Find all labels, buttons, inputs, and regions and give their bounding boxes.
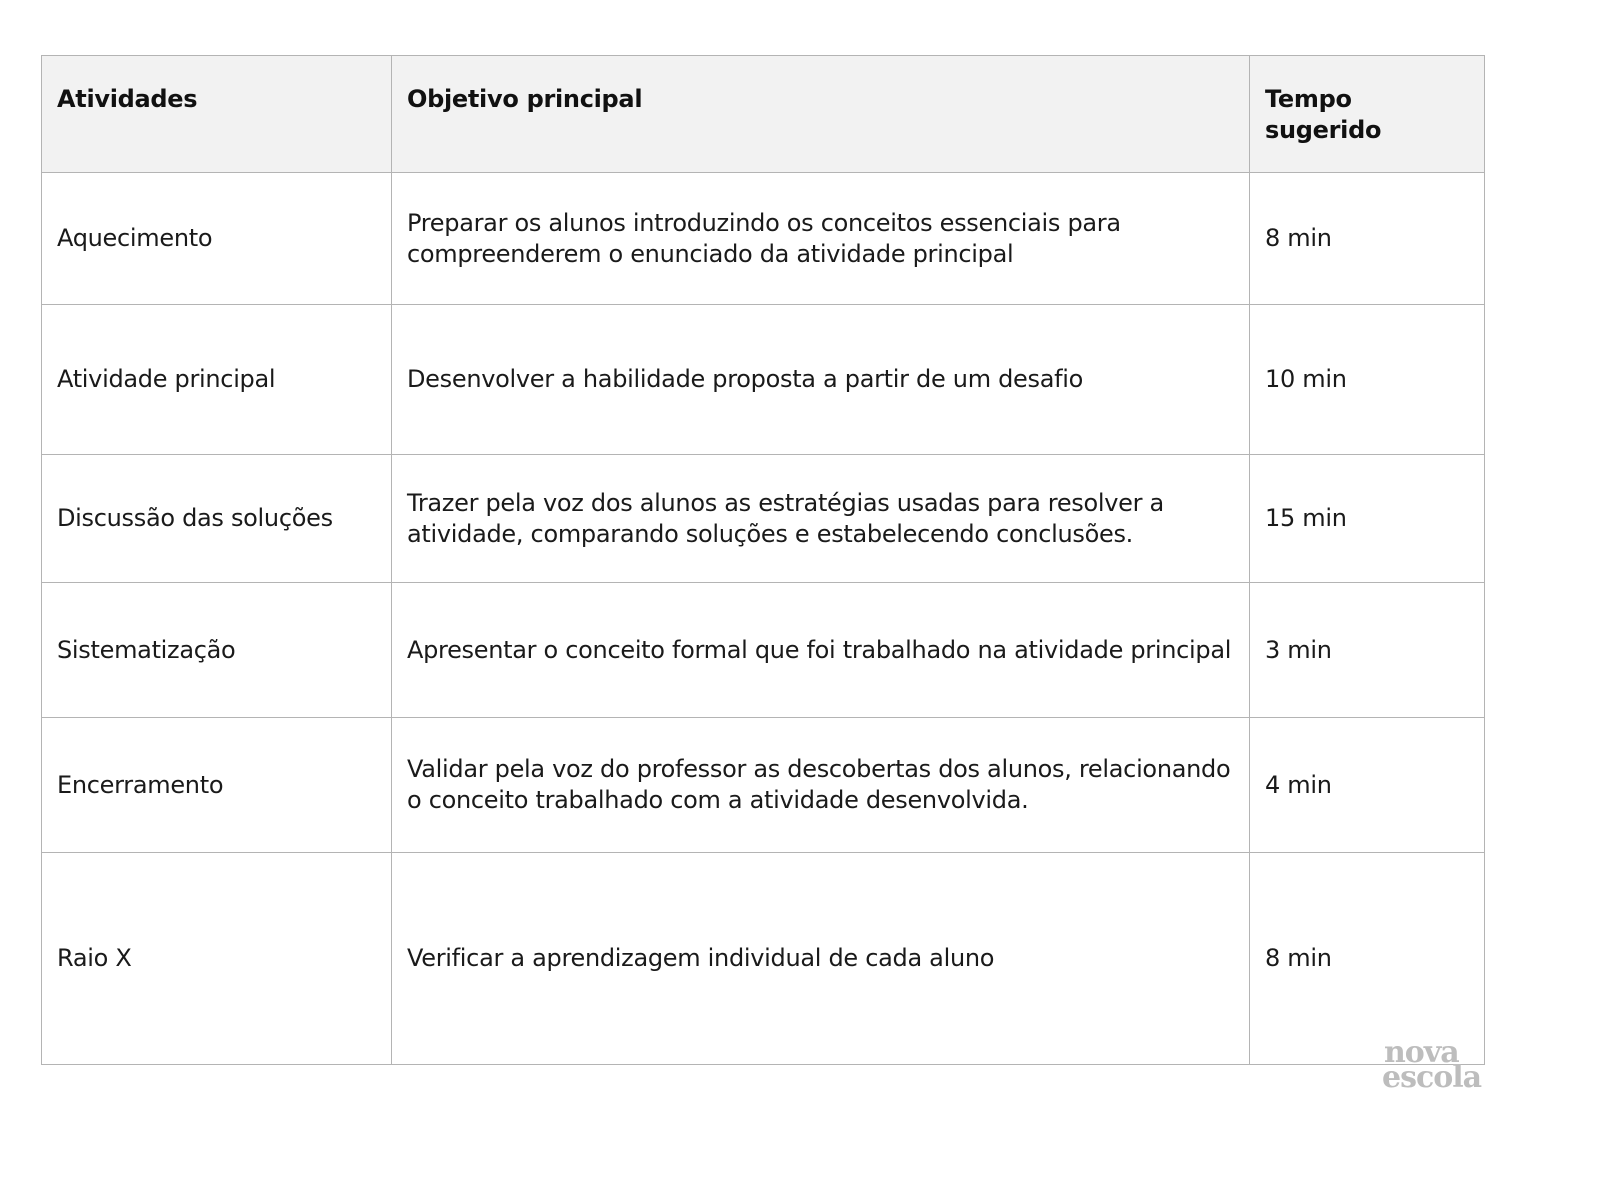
cell-tempo: 4 min (1250, 718, 1485, 853)
table-row (42, 718, 1485, 853)
cell-tempo: 3 min (1250, 583, 1485, 718)
header-objetivo: Objetivo principal (392, 56, 1250, 173)
cell-objetivo: Validar pela voz do professor as descobertas dos alunos, relacionando o conceito trabalhado com a atividade desenvolvida. (392, 718, 1250, 853)
cell-tempo: 15 min (1250, 455, 1485, 583)
table-header-row (42, 56, 1485, 173)
cell-atividade: Atividade principal (42, 305, 392, 455)
cell-atividade: Aquecimento (42, 173, 392, 305)
cell-objetivo: Apresentar o conceito formal que foi trabalhado na atividade principal (392, 583, 1250, 718)
cell-atividade: Sistematização (42, 583, 392, 718)
header-atividades: Atividades (42, 56, 392, 173)
table-row (42, 173, 1485, 305)
cell-objetivo: Desenvolver a habilidade proposta a partir de um desafio (392, 305, 1250, 455)
table-row (42, 305, 1485, 455)
cell-objetivo: Verificar a aprendizagem individual de cada aluno (392, 853, 1250, 1065)
cell-atividade: Encerramento (42, 718, 392, 853)
cell-objetivo: Trazer pela voz dos alunos as estratégias usadas para resolver a atividade, comparando soluções e estabelecendo conclusões. (392, 455, 1250, 583)
cell-tempo: 8 min (1250, 853, 1485, 1065)
cell-tempo: 10 min (1250, 305, 1485, 455)
logo-line-2: escola (1382, 1060, 1482, 1095)
table-row (42, 853, 1485, 1065)
cell-objetivo: Preparar os alunos introduzindo os conceitos essenciais para compreenderem o enunciado da atividade principal (392, 173, 1250, 305)
cell-tempo: 8 min (1250, 173, 1485, 305)
table-row (42, 583, 1485, 718)
logo-line-1: nova (1384, 1035, 1459, 1070)
table-row (42, 455, 1485, 583)
cell-atividade: Discussão das soluções (42, 455, 392, 583)
nova-escola-logo (1382, 1035, 1482, 1095)
cell-atividade: Raio X (42, 853, 392, 1065)
lesson-plan-table (41, 55, 1485, 1070)
header-tempo: Tempo sugerido (1250, 56, 1485, 173)
